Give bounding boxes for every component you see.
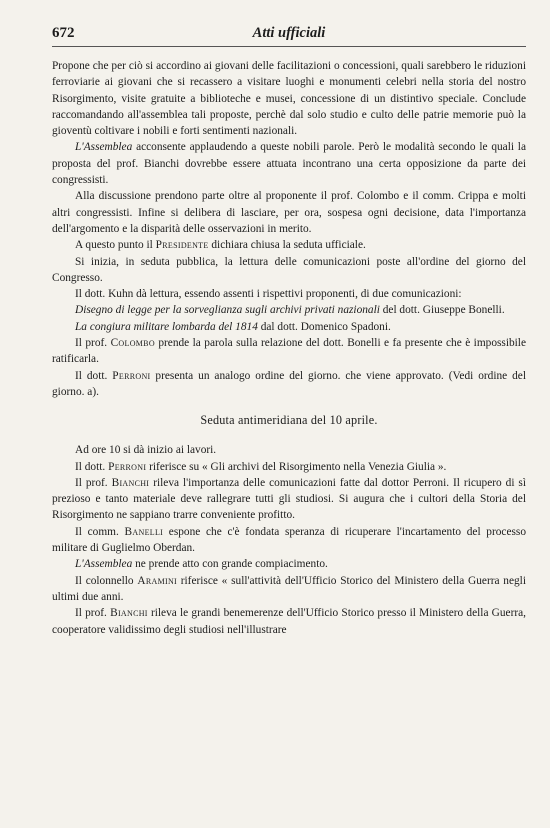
session-heading: Seduta antimeridiana del 10 aprile. — [200, 413, 378, 428]
paragraph-assembly — [52, 139, 526, 188]
paragraph-president-lead: A questo punto il — [75, 239, 156, 252]
paragraph-perroni-archives — [52, 459, 526, 475]
paragraph-banelli — [52, 524, 526, 557]
banelli-name: Banelli — [124, 525, 164, 538]
paragraph-perroni — [52, 368, 526, 401]
paragraph-bianchi-1 — [52, 475, 526, 524]
perroni-name: Perroni — [112, 369, 151, 382]
q7-text: rileva le grandi benemerenze dell'Ufficio Storico presso il Ministero della Guerra, cooperatore validissimo degli studiosi nell'illustrare — [52, 607, 527, 636]
paragraph-kuhn: Il dott. Kuhn dà lettura, essendo assenti i rispettivi proponenti, di due comunicazioni: — [75, 288, 462, 301]
assembly-term: L'Assemblea — [75, 141, 133, 154]
spadoni-title: La congiura militare lombarda del 1814 — [75, 320, 258, 333]
q2-text: riferisce su « Gli archivi del Risorgimento nella Venezia Giulia ». — [146, 460, 447, 473]
paragraph-opening: Ad ore 10 si dà inizio ai lavori. — [75, 444, 217, 457]
paragraph-spadoni — [52, 319, 526, 335]
paragraph-proposal: Propone che per ciò si accordino ai giovani delle facilitazioni o concessioni, quali sarebbero le riduzioni ferroviarie ai giovani che si recassero a visitare luoghi e monumenti celebri nella storia del nostro Risorgimento, visite gratuite a biblioteche e musei, concessione di un distintivo speciale. Conclude raccomandando all'assemblea tali proposte, perchè dal solo studio e culto delle patrie memorie può la gioventù coltivare i nobili e forti sentimenti nazionali. — [52, 60, 526, 138]
bonelli-author: del dott. Giuseppe Bonelli. — [379, 304, 505, 317]
paragraph-colombo — [52, 335, 526, 368]
paragraph-colombo-lead: Il prof. — [75, 337, 111, 350]
bonelli-title: Disegno di legge per la sorveglianza sugli archivi privati nazionali — [75, 304, 380, 317]
paragraph-bianchi-2 — [52, 605, 526, 638]
q7-lead: Il prof. — [75, 607, 111, 620]
paragraph-president-text: dichiara chiusa la seduta ufficiale. — [208, 239, 366, 252]
colombo-name: Colombo — [110, 337, 155, 350]
page-number: 672 — [52, 25, 75, 41]
president-name: Presidente — [155, 239, 209, 252]
spadoni-author: dal dott. Domenico Spadoni. — [257, 320, 391, 333]
q2-lead: Il dott. — [75, 460, 109, 473]
paragraph-perroni-lead: Il dott. — [75, 369, 113, 382]
paragraph-bonelli — [52, 302, 526, 318]
bianchi-name-2: Bianchi — [110, 607, 148, 620]
q5-text: ne prende atto con grande compiacimento. — [132, 558, 328, 571]
q3-lead: Il prof. — [75, 476, 112, 489]
q6-lead: Il colonnello — [75, 574, 138, 587]
paragraph-discussion: Alla discussione prendono parte oltre al proponente il prof. Colombo e il comm. Crippa e molti altri congressisti. Infine si delibera di lasciare, per ora, sospesa ogni decisione, data l'importanza dell'argomento e la disparità delle osservazioni in merito. — [52, 190, 526, 235]
perroni-name-2: Perroni — [108, 460, 147, 473]
bianchi-name: Bianchi — [111, 476, 150, 489]
paragraph-president — [52, 237, 526, 253]
minutes-section-2 — [52, 442, 526, 638]
minutes-section-1 — [52, 58, 526, 400]
q4-text: espone che c'è fondata speranza di ricuperare l'incartamento del processo militare di Guglielmo Oberdan. — [52, 525, 526, 555]
paragraph-assembly-2 — [52, 556, 526, 572]
paragraph-aramini — [52, 573, 526, 606]
assembly-term-2: L'Assemblea — [75, 558, 133, 571]
paragraph-assembly-text: acconsente applaudendo a queste nobili parole. Però le modalità secondo le quali la proposta del prof. Bianchi dovrebbe essere attuata incontrano una certa opposizione da parte dei congressisti. — [52, 141, 526, 187]
running-title: Atti ufficiali — [252, 25, 326, 41]
q6-text: riferisce « sull'attività dell'Ufficio Storico del Ministero della Guerra negli ultimi due anni. — [52, 574, 526, 603]
q4-lead: Il comm. — [75, 525, 125, 538]
paragraph-perroni-text: presenta un analogo ordine del giorno. che viene approvato. (Vedi ordine del giorno. a). — [52, 369, 526, 398]
page-header — [52, 20, 526, 47]
q3-text: rileva l'importanza delle comunicazioni fatte dal dottor Perroni. Il ricupero di sì prezioso e tanto materiale deve rallegrare tutti gli studiosi. Si augura che i cultori della Storia del Risorgimento ne sappiano trarre conveniente profitto. — [52, 476, 526, 522]
aramini-name: Aramini — [137, 574, 177, 587]
paragraph-colombo-text: prende la parola sulla relazione del dott. Bonelli e fa presente che è impossibile ratificarla. — [52, 337, 526, 366]
paragraph-public-session: Si inizia, in seduta pubblica, la lettura delle comunicazioni poste all'ordine del giorno del Congresso. — [52, 255, 526, 284]
